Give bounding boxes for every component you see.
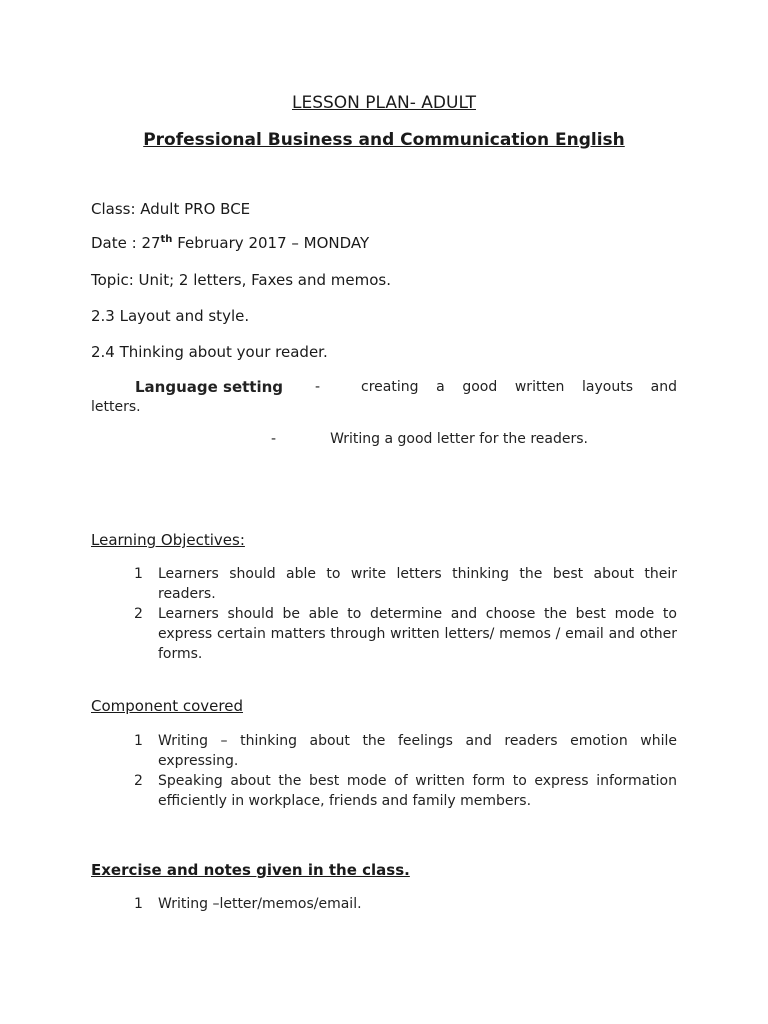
word: good [462, 379, 498, 395]
doc-title: LESSON PLAN- ADULT [292, 93, 476, 113]
language-setting-row [91, 377, 677, 397]
list-item-number: 1 [134, 896, 143, 912]
word: written [514, 379, 565, 395]
section-2-4: 2.4 Thinking about your reader. [91, 343, 328, 361]
list-item [134, 894, 677, 914]
word: creating [361, 379, 419, 395]
list-item-text: Learners should be able to determine and choose the best mode to express certain matters through written letters/ memos / email and other forms. [158, 606, 677, 662]
second-text: Writing a good letter for the readers. [330, 431, 588, 447]
language-setting-continuation: letters. [91, 399, 141, 415]
list-item-text: Writing –letter/memos/email. [158, 896, 362, 912]
list-item-number: 1 [134, 566, 143, 582]
learning-objectives-list [134, 564, 677, 664]
list-item-number: 2 [134, 606, 143, 622]
list-item [134, 731, 677, 771]
word: a [436, 379, 445, 395]
exercise-list [134, 894, 677, 914]
word: and [650, 379, 677, 395]
doc-subtitle: Professional Business and Communication English [143, 130, 625, 150]
list-item-text: Writing – thinking about the feelings and readers emotion while expressing. [158, 733, 677, 769]
language-setting-label: Language setting [135, 378, 284, 396]
language-setting-second [271, 431, 588, 447]
topic-line: Topic: Unit; 2 letters, Faxes and memos. [91, 271, 391, 289]
date-rest: February 2017 – MONDAY [172, 234, 370, 252]
word: layouts [582, 379, 634, 395]
component-covered-heading: Component covered [91, 697, 243, 715]
class-line: Class: Adult PRO BCE [91, 200, 251, 218]
list-item-text: Learners should able to write letters thinking the best about their readers. [158, 566, 677, 602]
learning-objectives-heading: Learning Objectives: [91, 531, 245, 549]
date-line [91, 234, 369, 252]
language-setting-dash: - [315, 379, 321, 395]
date-prefix: Date : 27 [91, 234, 161, 252]
section-2-3: 2.3 Layout and style. [91, 307, 250, 325]
list-item [134, 564, 677, 604]
language-setting [91, 377, 677, 417]
date-suffix: th [160, 234, 173, 245]
list-item [134, 604, 677, 664]
language-setting-words [361, 377, 677, 397]
list-item-number: 2 [134, 773, 143, 789]
list-item-number: 1 [134, 733, 143, 749]
component-covered-list [134, 731, 677, 811]
second-dash: - [271, 431, 277, 447]
list-item [134, 771, 677, 811]
exercise-heading: Exercise and notes given in the class. [91, 861, 410, 879]
list-item-text: Speaking about the best mode of written form to express information efficiently in workplace, friends and family members. [158, 773, 677, 809]
